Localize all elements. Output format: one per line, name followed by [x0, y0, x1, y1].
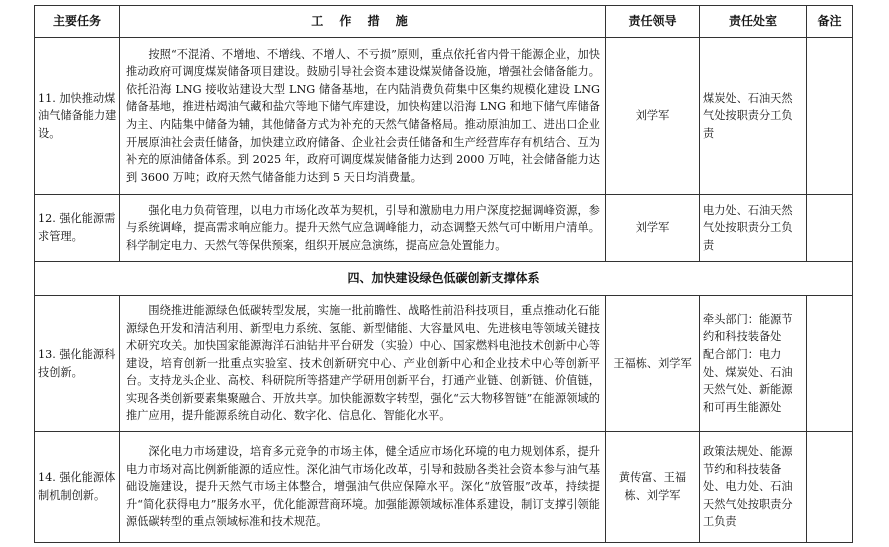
leader-cell: 刘学军 [606, 195, 700, 262]
task-cell: 12. 强化能源需求管理。 [35, 195, 120, 262]
header-measures: 工 作 措 施 [120, 6, 606, 38]
office-cell: 政策法规处、能源节约和科技装备处、电力处、石油天然气处按职责分工负责 [700, 432, 807, 543]
header-leader: 责任领导 [606, 6, 700, 38]
note-cell [807, 195, 853, 262]
measures-cell: 围绕推进能源绿色低碳转型发展，实施一批前瞻性、战略性前沿科技项目，重点推动化石能源绿色开发和清洁利用、新型电力系统、氢能、新型储能、大容量风电、先进核电等领域关键技术研究攻关。加快国家能源海洋石油钻井平台研发（实验）中心、国家燃料电池技术创新中心等建设，培育创新一批重点实验室、技术创新研究中心、产业创新中心和企业技术中心等创新平台。支持龙头企业、高校、科研院所等搭建产学研用创新平台，打通产业链、创新链、价值链，实现各类创新要素集聚融合、开放共享。加快能源数字转型，强化“云大物移智链”在能源领域的推广应用，提升能源系统自动化、数字化、信息化、智能化水平。 [120, 296, 606, 432]
task-cell: 14. 强化能源体制机制创新。 [35, 432, 120, 543]
task-cell: 11. 加快推动煤油气储备能力建设。 [35, 38, 120, 195]
task-cell: 13. 强化能源科技创新。 [35, 296, 120, 432]
table-header-row [35, 6, 853, 38]
table-row [35, 195, 853, 262]
task-table-container [34, 5, 853, 543]
header-note: 备注 [807, 6, 853, 38]
office-cell: 煤炭处、石油天然气处按职责分工负责 [700, 38, 807, 195]
table-row [35, 432, 853, 543]
note-cell [807, 38, 853, 195]
header-task: 主要任务 [35, 6, 120, 38]
table-row [35, 296, 853, 432]
measures-cell: 强化电力负荷管理，以电力市场化改革为契机，引导和激励电力用户深度挖掘调峰资源，参与系统调峰，提高需求响应能力。提升天然气应急调峰能力，动态调整天然气可中断用户清单。科学制定电力、天然气等保供预案，组织开展应急演练，提高应急处置能力。 [120, 195, 606, 262]
leader-cell: 刘学军 [606, 38, 700, 195]
section-row [35, 262, 853, 296]
office-cell: 牵头部门：能源节约和科技装备处 配合部门：电力处、煤炭处、石油天然气处、新能源和可再生能源处 [700, 296, 807, 432]
section-title: 四、加快建设绿色低碳创新支撑体系 [35, 262, 853, 296]
task-table [34, 5, 853, 543]
measures-cell: 深化电力市场建设，培育多元竞争的市场主体，健全适应市场化环境的电力规划体系，提升电力市场对高比例新能源的适应性。深化油气市场化改革，引导和鼓励各类社会资本参与油气基础设施建设，提升天然气市场主体整合，增强油气供应保障水平。深化“放管服”改革，持续提升“简化获得电力”服务水平，优化能源营商环境。加强能源领域标准体系建设，制订支撑引领能源低碳转型的重点领域标准和技术规范。 [120, 432, 606, 543]
note-cell [807, 296, 853, 432]
header-office: 责任处室 [700, 6, 807, 38]
measures-cell: 按照“不混淆、不增地、不增线、不增人、不亏损”原则，重点依托省内骨干能源企业，加快推动政府可调度煤炭储备项目建设。鼓励引导社会资本建设煤炭储备设施，增强社会储备能力。依托沿海 LNG 接收站建设大型 LNG 储备基地，在内陆消费负荷集中区集约规模化建设 LNG 储备基地，推进枯竭油气藏和盐穴等地下储气库建设，加快构建以沿海 LNG 和地下储气库储备为主、内陆集中储备为辅，其他储备方式为补充的天然气储备格局。推动原油加工、进出口企业开展原油社会责任储备，加快建立政府储备、企业社会责任储备和生产经营库存有机结合、互为补充的原油储备体系。到 2025 年，政府可调度煤炭储备能力达到 2000 万吨，社会储备能力达到 3600 万吨；政府天然气储备能力达到 5 天日均消费量。 [120, 38, 606, 195]
office-cell: 电力处、石油天然气处按职责分工负责 [700, 195, 807, 262]
note-cell [807, 432, 853, 543]
leader-cell: 王福栋、刘学军 [606, 296, 700, 432]
table-row [35, 38, 853, 195]
leader-cell: 黄传富、王福栋、刘学军 [606, 432, 700, 543]
